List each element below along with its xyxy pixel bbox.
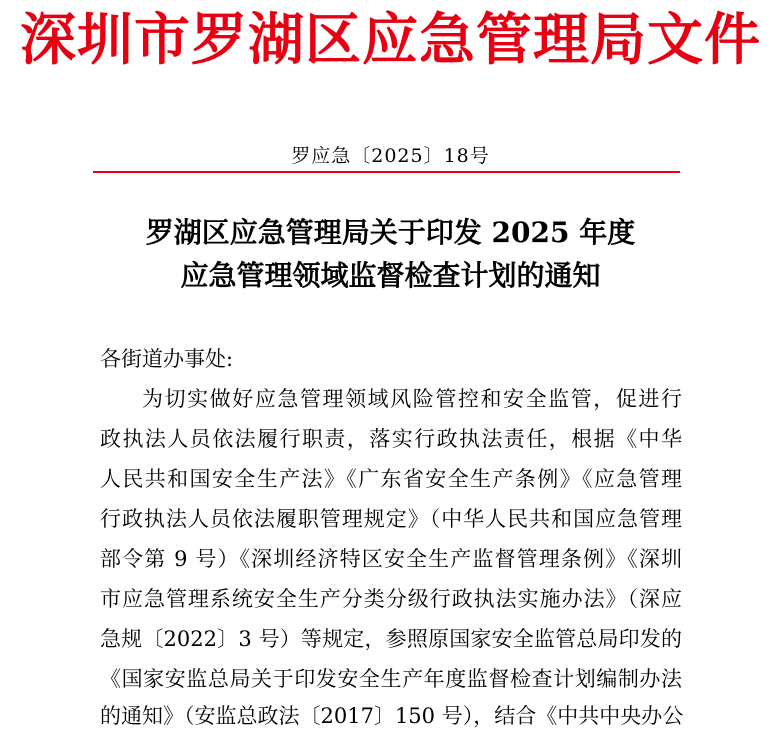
body-line: 行政执法人员依法履职管理规定》（中华人民共和国应急管理 — [100, 507, 682, 531]
salutation: 各街道办事处: — [100, 347, 234, 371]
document-title-line-1: 罗湖区应急管理局关于印发 2025 年度 — [145, 216, 636, 249]
body-line: 急规〔2022〕3 号）等规定，参照原国家安全监管总局印发的 — [100, 627, 682, 651]
body-line: 部令第 9 号）《深圳经济特区安全生产监督管理条例》《深圳 — [100, 547, 682, 571]
body-line: 市应急管理系统安全生产分类分级行政执法实施办法》（深应 — [100, 587, 682, 611]
body-line: 人民共和国安全生产法》《广东省安全生产条例》《应急管理 — [100, 467, 682, 491]
body-line: 《国家安监总局关于印发安全生产年度监督检查计划编制办法 — [100, 667, 682, 691]
red-divider-line — [93, 171, 680, 173]
document-number: 罗应急〔2025〕18号 — [291, 145, 490, 167]
body-line: 为切实做好应急管理领域风险管控和安全监管，促进行 — [142, 387, 682, 411]
body-line: 的通知》（安监总政法〔2017〕150 号），结合《中共中央办公 — [100, 704, 684, 728]
body-line: 政执法人员依法履行职责，落实行政执法责任，根据《中华 — [100, 427, 682, 451]
document-title-line-2: 应急管理领域监督检查计划的通知 — [180, 259, 601, 292]
document-masthead: 深圳市罗湖区应急管理局文件 — [20, 7, 761, 73]
